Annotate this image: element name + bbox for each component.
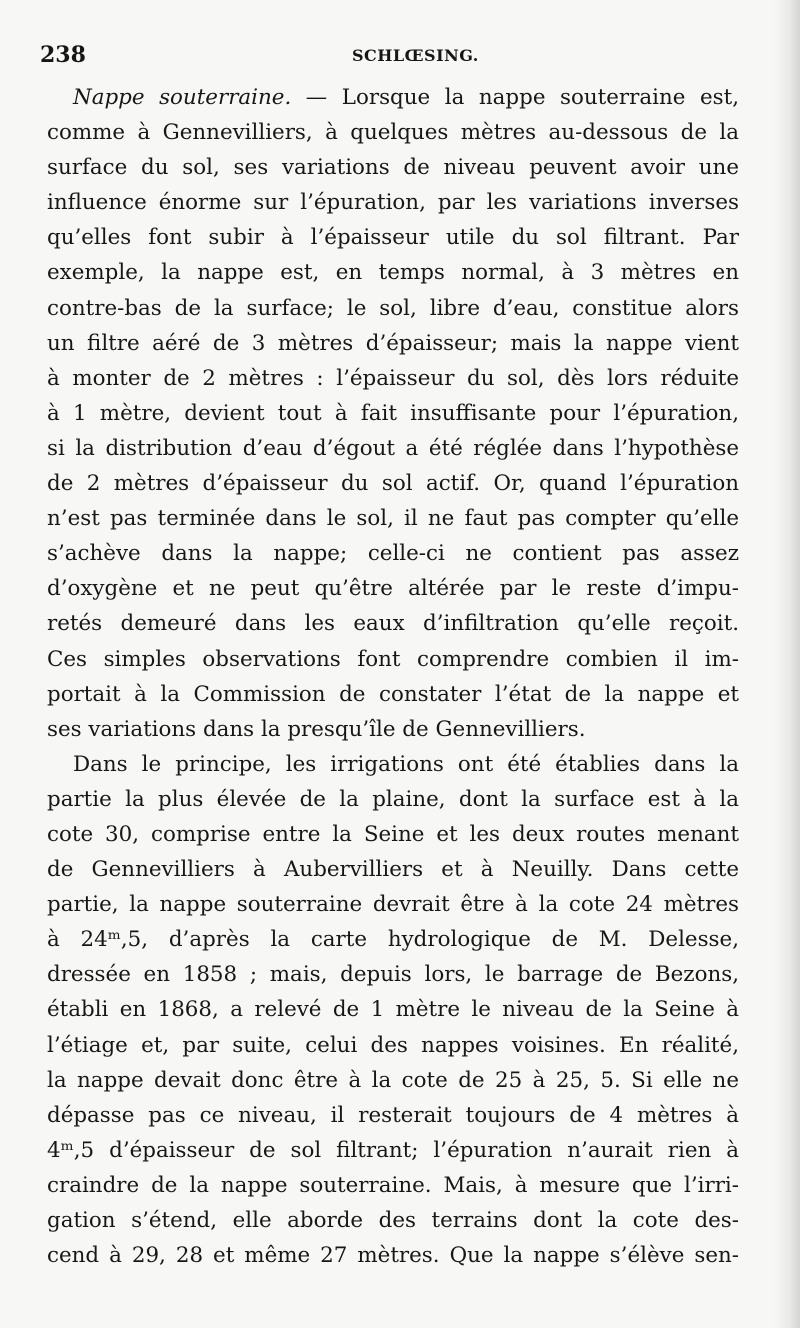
text-line: de 2 mètres d’épaisseur du sol actif. Or, quand l’épuration: [47, 471, 739, 497]
text-line: si la distribution d’eau d’égout a été réglée dans l’hypothèse: [47, 435, 739, 461]
text-line: Dans le principe, les irrigations ont été établies dans la: [73, 751, 739, 777]
body-text: [47, 80, 739, 1273]
text-line: exemple, la nappe est, en temps normal, à 3 mètres en: [47, 260, 739, 286]
text-line: cote 30, comprise entre la Seine et les deux routes menant: [47, 821, 739, 847]
text-line: 4ᵐ,5 d’épaisseur de sol filtrant; l’épuration n’aurait rien à: [47, 1137, 739, 1163]
text-line: [47, 80, 739, 115]
text-line-rest: Lorsque la nappe souterraine est,: [327, 85, 739, 110]
text-line: ses variations dans la presqu’île de Gennevilliers.: [47, 716, 586, 742]
text-line: retés demeuré dans les eaux d’infiltration qu’elle reçoit.: [47, 611, 739, 637]
paragraph-irrigations: [47, 747, 739, 1273]
paragraph-nappe-souterraine: [47, 80, 739, 747]
page-number: 238: [40, 42, 86, 68]
text-line: à monter de 2 mètres : l’épaisseur du sol, dès lors réduite: [47, 365, 739, 391]
text-line: comme à Gennevilliers, à quelques mètres au-dessous de la: [47, 120, 739, 146]
text-line: l’étiage et, par suite, celui des nappes voisines. En réalité,: [47, 1032, 739, 1058]
text-line: Ces simples observations font comprendre combien il im-: [47, 646, 739, 672]
text-line: craindre de la nappe souterraine. Mais, à mesure que l’irri-: [47, 1172, 739, 1198]
text-line: s’achève dans la nappe; celle-ci ne contient pas assez: [47, 541, 739, 567]
text-line: d’oxygène et ne peut qu’être altérée par le reste d’impu-: [47, 576, 739, 602]
text-line: cend à 29, 28 et même 27 mètres. Que la nappe s’élève sen-: [47, 1243, 739, 1269]
text-line: à 1 mètre, devient tout à fait insuffisante pour l’épuration,: [47, 400, 739, 426]
text-line: contre-bas de la surface; le sol, libre d’eau, constitue alors: [47, 295, 739, 321]
running-head: SCHLŒSING.: [352, 46, 479, 65]
text-line: un filtre aéré de 3 mètres d’épaisseur; mais la nappe vient: [47, 330, 739, 356]
text-line: qu’elles font subir à l’épaisseur utile du sol filtrant. Par: [47, 225, 739, 251]
section-lead: Nappe souterraine. —: [73, 85, 328, 110]
page-header: [40, 38, 740, 70]
text-line: partie, la nappe souterraine devrait être à la cote 24 mètres: [47, 892, 739, 918]
text-line: établi en 1868, a relevé de 1 mètre le niveau de la Seine à: [47, 997, 739, 1023]
text-line: gation s’étend, elle aborde des terrains dont la cote des-: [47, 1208, 739, 1233]
text-line: influence énorme sur l’épuration, par les variations inverses: [47, 190, 739, 216]
text-line: de Gennevilliers à Aubervilliers et à Neuilly. Dans cette: [47, 857, 739, 883]
text-line: dressée en 1858 ; mais, depuis lors, le barrage de Bezons,: [47, 962, 739, 988]
text-line: portait à la Commission de constater l’état de la nappe et: [47, 681, 739, 707]
text-line: n’est pas terminée dans le sol, il ne faut pas compter qu’elle: [47, 506, 739, 532]
text-line: dépasse pas ce niveau, il resterait toujours de 4 mètres à: [47, 1102, 739, 1128]
text-line: la nappe devait donc être à la cote de 25 à 25, 5. Si elle ne: [47, 1067, 739, 1093]
text-line: surface du sol, ses variations de niveau peuvent avoir une: [47, 155, 739, 181]
text-line: partie la plus élevée de la plaine, dont la surface est à la: [47, 786, 739, 812]
text-line: à 24ᵐ,5, d’après la carte hydrologique de M. Delesse,: [47, 927, 739, 953]
